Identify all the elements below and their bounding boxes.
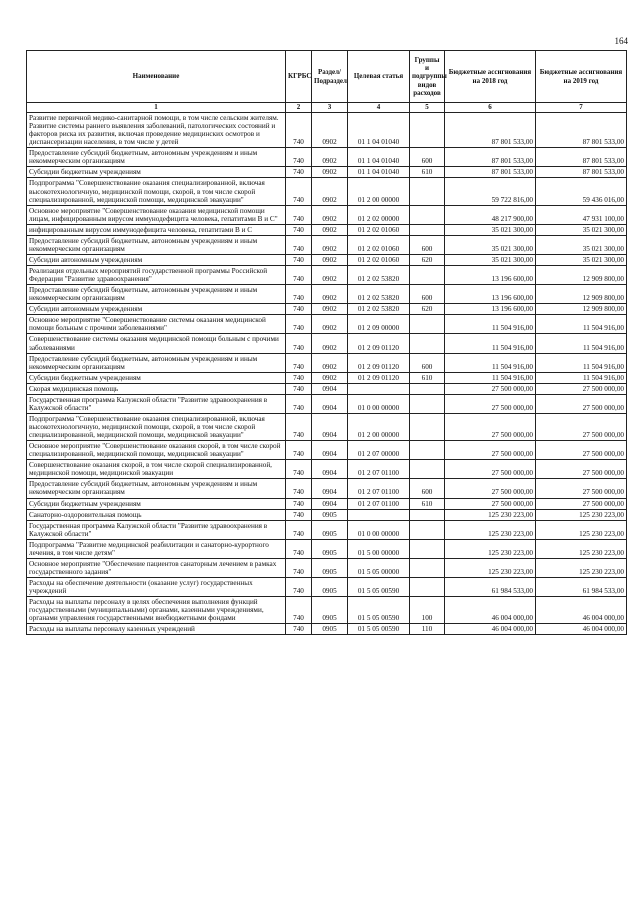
row-article: 01 2 09 01120: [348, 353, 410, 372]
row-group: [410, 539, 445, 558]
header-kgrbs: КГРБС: [286, 51, 312, 103]
table-row: [27, 624, 627, 635]
row-amount-2019: 27 500 000,00: [536, 498, 627, 509]
row-article: 01 5 00 00000: [348, 539, 410, 558]
row-section: 0902: [312, 285, 348, 304]
row-kgrbs: 740: [286, 113, 312, 148]
row-group: [410, 394, 445, 413]
row-article: 01 2 07 00000: [348, 441, 410, 460]
row-article: 01 5 05 00590: [348, 597, 410, 624]
row-article: 01 2 02 53820: [348, 285, 410, 304]
row-article: 01 2 09 01120: [348, 334, 410, 353]
row-kgrbs: 740: [286, 539, 312, 558]
table-row: [27, 520, 627, 539]
row-amount-2018: 125 230 223,00: [445, 520, 536, 539]
row-name: Совершенствование системы оказания медицинской помощи больным с прочими заболеваниями: [27, 334, 286, 353]
table-row: [27, 178, 627, 205]
row-section: 0902: [312, 205, 348, 224]
row-section: 0904: [312, 479, 348, 498]
row-kgrbs: 740: [286, 205, 312, 224]
row-amount-2019: 11 504 916,00: [536, 353, 627, 372]
row-amount-2019: 125 230 223,00: [536, 520, 627, 539]
table-row: [27, 539, 627, 558]
row-name: Основное мероприятие "Совершенствование системы оказания медицинской помощи больным с прочими заболеваниями": [27, 315, 286, 334]
row-section: 0904: [312, 498, 348, 509]
row-name: Санаторно-оздоровительная помощь: [27, 509, 286, 520]
header-name: Наименование: [27, 51, 286, 103]
row-name: Подпрограмма "Совершенствование оказания специализированной, включая высокотехнологичную, медицинской помощи, скорой, в том числе скорой специализированной, медицинской помощи, медицинской эвакуации": [27, 178, 286, 205]
row-kgrbs: 740: [286, 266, 312, 285]
row-group: [410, 315, 445, 334]
row-section: 0905: [312, 578, 348, 597]
row-amount-2019: 27 500 000,00: [536, 479, 627, 498]
row-amount-2018: 27 500 000,00: [445, 441, 536, 460]
header-2018: Бюджетные ассигнования на 2018 год: [445, 51, 536, 103]
row-article: 01 2 02 00000: [348, 205, 410, 224]
row-group: 600: [410, 479, 445, 498]
row-name: Основное мероприятие "Совершенствование оказания медицинской помощи лицам, инфицированным вирусом иммунодефицита человека, гепатитами В и С": [27, 205, 286, 224]
budget-allocation-table: [26, 50, 627, 635]
row-amount-2019: 46 004 000,00: [536, 597, 627, 624]
row-article: 01 2 02 01060: [348, 235, 410, 254]
row-amount-2019: 61 984 533,00: [536, 578, 627, 597]
header-groups: Группы и подгруппы видов расходов: [410, 51, 445, 103]
row-name: Подпрограмма "Совершенствование оказания специализированной, включая высокотехнологичную, медицинской помощи, скорой, в том числе скорой специализированной, медицинской помощи, медицинской эвакуации": [27, 413, 286, 440]
row-section: 0904: [312, 460, 348, 479]
row-group: 600: [410, 235, 445, 254]
column-number: 4: [348, 103, 410, 113]
row-section: 0904: [312, 383, 348, 394]
row-section: 0905: [312, 539, 348, 558]
row-section: 0902: [312, 372, 348, 383]
table-header-row: [27, 51, 627, 103]
row-amount-2019: 27 500 000,00: [536, 394, 627, 413]
table-row: [27, 441, 627, 460]
row-name: Совершенствование оказания скорой, в том числе скорой специализированной, медицинской помощи, медицинской эвакуации: [27, 460, 286, 479]
row-section: 0902: [312, 113, 348, 148]
row-group: [410, 460, 445, 479]
table-row: [27, 224, 627, 235]
row-amount-2018: 11 504 916,00: [445, 372, 536, 383]
row-group: 610: [410, 372, 445, 383]
row-amount-2018: 46 004 000,00: [445, 624, 536, 635]
row-amount-2018: 87 801 533,00: [445, 148, 536, 167]
row-amount-2018: 87 801 533,00: [445, 113, 536, 148]
row-kgrbs: 740: [286, 413, 312, 440]
row-group: [410, 509, 445, 520]
row-section: 0902: [312, 254, 348, 265]
row-article: 01 0 00 00000: [348, 520, 410, 539]
row-name: Реализация отдельных мероприятий государственной программы Российской Федерации "Развитие здравоохранения": [27, 266, 286, 285]
table-row: [27, 498, 627, 509]
row-name: Субсидии бюджетным учреждениям: [27, 498, 286, 509]
row-article: [348, 383, 410, 394]
table-row: [27, 304, 627, 315]
row-section: 0902: [312, 235, 348, 254]
row-name: Предоставление субсидий бюджетным, автономным учреждениям и иным некоммерческим организациям: [27, 235, 286, 254]
row-article: 01 2 02 01060: [348, 254, 410, 265]
row-kgrbs: 740: [286, 224, 312, 235]
table-row: [27, 353, 627, 372]
row-section: 0902: [312, 304, 348, 315]
row-amount-2018: 35 021 300,00: [445, 235, 536, 254]
table-row: [27, 479, 627, 498]
row-article: 01 2 09 00000: [348, 315, 410, 334]
row-group: [410, 578, 445, 597]
row-kgrbs: 740: [286, 597, 312, 624]
row-kgrbs: 740: [286, 235, 312, 254]
row-group: 600: [410, 285, 445, 304]
row-amount-2018: 125 230 223,00: [445, 558, 536, 577]
header-2019: Бюджетные ассигнования на 2019 год: [536, 51, 627, 103]
row-section: 0905: [312, 520, 348, 539]
table-row: [27, 558, 627, 577]
row-group: 620: [410, 254, 445, 265]
row-section: 0905: [312, 597, 348, 624]
row-amount-2018: 13 196 600,00: [445, 266, 536, 285]
row-group: [410, 441, 445, 460]
row-article: 01 1 04 01040: [348, 167, 410, 178]
row-amount-2018: 27 500 000,00: [445, 383, 536, 394]
row-kgrbs: 740: [286, 148, 312, 167]
row-amount-2019: 11 504 916,00: [536, 315, 627, 334]
row-kgrbs: 740: [286, 578, 312, 597]
row-group: [410, 413, 445, 440]
row-name: Основное мероприятие "Совершенствование оказания скорой, в том числе скорой специализированной, медицинской помощи, медицинской эвакуации": [27, 441, 286, 460]
row-amount-2018: 13 196 600,00: [445, 304, 536, 315]
row-section: 0902: [312, 353, 348, 372]
row-name: Предоставление субсидий бюджетным, автономным учреждениям и иным некоммерческим организациям: [27, 285, 286, 304]
column-number: 5: [410, 103, 445, 113]
row-name: Предоставление субсидий бюджетным, автономным учреждениям и иным некоммерческим организациям: [27, 353, 286, 372]
row-section: 0904: [312, 394, 348, 413]
row-amount-2018: 27 500 000,00: [445, 413, 536, 440]
row-section: 0902: [312, 224, 348, 235]
row-name: Скорая медицинская помощь: [27, 383, 286, 394]
row-amount-2019: 125 230 223,00: [536, 558, 627, 577]
row-group: [410, 224, 445, 235]
row-kgrbs: 740: [286, 167, 312, 178]
table-row: [27, 148, 627, 167]
row-name: Государственная программа Калужской области "Развитие здравоохранения в Калужской области": [27, 394, 286, 413]
row-name: инфицированным вирусом иммунодефицита человека, гепатитами В и С: [27, 224, 286, 235]
row-article: 01 1 04 01040: [348, 113, 410, 148]
row-section: 0902: [312, 148, 348, 167]
header-section: Раздел/ Подраздел: [312, 51, 348, 103]
row-amount-2018: 27 500 000,00: [445, 498, 536, 509]
row-amount-2019: 11 504 916,00: [536, 334, 627, 353]
row-kgrbs: 740: [286, 520, 312, 539]
table-row: [27, 205, 627, 224]
row-amount-2018: 27 500 000,00: [445, 394, 536, 413]
row-amount-2019: 35 021 300,00: [536, 235, 627, 254]
row-amount-2018: 125 230 223,00: [445, 539, 536, 558]
row-group: [410, 266, 445, 285]
row-amount-2019: 47 931 100,00: [536, 205, 627, 224]
row-section: 0904: [312, 441, 348, 460]
row-kgrbs: 740: [286, 353, 312, 372]
row-article: 01 5 05 00000: [348, 558, 410, 577]
row-amount-2018: 59 722 816,00: [445, 178, 536, 205]
table-row: [27, 578, 627, 597]
row-kgrbs: 740: [286, 315, 312, 334]
row-amount-2019: 35 021 300,00: [536, 254, 627, 265]
row-amount-2018: 11 504 916,00: [445, 334, 536, 353]
table-body: [27, 113, 627, 635]
column-number: 2: [286, 103, 312, 113]
row-group: [410, 113, 445, 148]
row-group: 610: [410, 498, 445, 509]
row-kgrbs: 740: [286, 558, 312, 577]
table-row: [27, 597, 627, 624]
row-article: 01 2 02 01060: [348, 224, 410, 235]
header-article: Целевая статья: [348, 51, 410, 103]
row-amount-2018: 13 196 600,00: [445, 285, 536, 304]
row-amount-2019: 27 500 000,00: [536, 383, 627, 394]
row-group: 600: [410, 353, 445, 372]
row-group: [410, 383, 445, 394]
row-name: Предоставление субсидий бюджетным, автономным учреждениям и иным некоммерческим организациям: [27, 479, 286, 498]
row-amount-2019: 87 801 533,00: [536, 113, 627, 148]
row-amount-2018: 61 984 533,00: [445, 578, 536, 597]
table-row: [27, 113, 627, 148]
row-group: 610: [410, 167, 445, 178]
row-group: [410, 178, 445, 205]
row-group: 110: [410, 624, 445, 635]
row-amount-2018: 125 230 223,00: [445, 509, 536, 520]
row-section: 0905: [312, 558, 348, 577]
row-amount-2019: 12 909 800,00: [536, 304, 627, 315]
row-section: 0902: [312, 178, 348, 205]
row-section: 0902: [312, 334, 348, 353]
row-amount-2019: 27 500 000,00: [536, 441, 627, 460]
row-amount-2018: 87 801 533,00: [445, 167, 536, 178]
row-article: 01 5 05 00590: [348, 624, 410, 635]
row-group: [410, 520, 445, 539]
row-kgrbs: 740: [286, 509, 312, 520]
table-row: [27, 167, 627, 178]
row-group: [410, 205, 445, 224]
row-amount-2019: 27 500 000,00: [536, 413, 627, 440]
row-name: Подпрограмма "Развитие медицинской реабилитации и санаторно-курортного лечения, в том числе детям": [27, 539, 286, 558]
table-row: [27, 266, 627, 285]
row-name: Субсидии бюджетным учреждениям: [27, 167, 286, 178]
table-row: [27, 334, 627, 353]
row-amount-2018: 48 217 900,00: [445, 205, 536, 224]
row-amount-2018: 11 504 916,00: [445, 315, 536, 334]
table-row: [27, 383, 627, 394]
row-section: 0905: [312, 624, 348, 635]
column-number: 6: [445, 103, 536, 113]
row-article: [348, 509, 410, 520]
table-row: [27, 413, 627, 440]
row-article: 01 2 00 00000: [348, 413, 410, 440]
table-row: [27, 372, 627, 383]
row-amount-2018: 11 504 916,00: [445, 353, 536, 372]
page-number: 164: [614, 36, 628, 46]
row-name: Расходы на выплаты персоналу в целях обеспечения выполнения функций государственными (муниципальными) органами, казенными учреждениями, органами управления государственными внебюджетными фондами: [27, 597, 286, 624]
row-article: 01 2 09 01120: [348, 372, 410, 383]
column-number: 3: [312, 103, 348, 113]
row-kgrbs: 740: [286, 394, 312, 413]
row-section: 0902: [312, 315, 348, 334]
row-name: Расходы на выплаты персоналу казенных учреждений: [27, 624, 286, 635]
row-name: Основное мероприятие "Обеспечение пациентов санаторным лечением в рамках государственного задания": [27, 558, 286, 577]
row-kgrbs: 740: [286, 479, 312, 498]
row-amount-2019: 11 504 916,00: [536, 372, 627, 383]
row-name: Государственная программа Калужской области "Развитие здравоохранения в Калужской области": [27, 520, 286, 539]
row-name: Субсидии автономным учреждениям: [27, 304, 286, 315]
row-kgrbs: 740: [286, 334, 312, 353]
row-group: 600: [410, 148, 445, 167]
row-article: 01 2 00 00000: [348, 178, 410, 205]
row-amount-2019: 46 004 000,00: [536, 624, 627, 635]
row-kgrbs: 740: [286, 372, 312, 383]
row-amount-2019: 87 801 533,00: [536, 148, 627, 167]
table-row: [27, 254, 627, 265]
row-kgrbs: 740: [286, 441, 312, 460]
row-amount-2019: 87 801 533,00: [536, 167, 627, 178]
row-amount-2019: 125 230 223,00: [536, 539, 627, 558]
row-name: Расходы на обеспечение деятельности (оказание услуг) государственных учреждений: [27, 578, 286, 597]
row-amount-2018: 35 021 300,00: [445, 224, 536, 235]
row-group: 620: [410, 304, 445, 315]
row-section: 0905: [312, 509, 348, 520]
row-article: 01 2 02 53820: [348, 304, 410, 315]
row-article: 01 2 07 01100: [348, 479, 410, 498]
row-amount-2018: 46 004 000,00: [445, 597, 536, 624]
row-group: 100: [410, 597, 445, 624]
column-number: 1: [27, 103, 286, 113]
row-article: 01 2 02 53820: [348, 266, 410, 285]
row-kgrbs: 740: [286, 304, 312, 315]
row-article: 01 2 07 01100: [348, 498, 410, 509]
row-amount-2019: 59 436 016,00: [536, 178, 627, 205]
row-amount-2018: 27 500 000,00: [445, 460, 536, 479]
row-group: [410, 558, 445, 577]
row-kgrbs: 740: [286, 498, 312, 509]
row-amount-2018: 27 500 000,00: [445, 479, 536, 498]
row-amount-2019: 27 500 000,00: [536, 460, 627, 479]
row-amount-2019: 35 021 300,00: [536, 224, 627, 235]
row-name: Предоставление субсидий бюджетным, автономным учреждениям и иным некоммерческим организациям: [27, 148, 286, 167]
row-name: Субсидии автономным учреждениям: [27, 254, 286, 265]
row-amount-2018: 35 021 300,00: [445, 254, 536, 265]
table-row: [27, 509, 627, 520]
row-kgrbs: 740: [286, 285, 312, 304]
row-article: 01 0 00 00000: [348, 394, 410, 413]
row-article: 01 2 07 01100: [348, 460, 410, 479]
row-article: 01 5 05 00590: [348, 578, 410, 597]
table-row: [27, 315, 627, 334]
table-row: [27, 235, 627, 254]
row-kgrbs: 740: [286, 383, 312, 394]
row-kgrbs: 740: [286, 178, 312, 205]
row-kgrbs: 740: [286, 254, 312, 265]
row-section: 0902: [312, 167, 348, 178]
row-section: 0904: [312, 413, 348, 440]
table-row: [27, 394, 627, 413]
row-section: 0902: [312, 266, 348, 285]
column-number-row: [27, 103, 627, 113]
row-group: [410, 334, 445, 353]
row-name: Субсидии бюджетным учреждениям: [27, 372, 286, 383]
row-article: 01 1 04 01040: [348, 148, 410, 167]
row-name: Развитие первичной медико-санитарной помощи, в том числе сельским жителям. Развитие системы раннего выявления заболеваний, патологических состояний и факторов риска их развития, включая проведение медицинских осмотров и диспансеризации населения, в том числе у детей: [27, 113, 286, 148]
row-kgrbs: 740: [286, 460, 312, 479]
table-row: [27, 460, 627, 479]
table-row: [27, 285, 627, 304]
row-kgrbs: 740: [286, 624, 312, 635]
row-amount-2019: 12 909 800,00: [536, 285, 627, 304]
row-amount-2019: 125 230 223,00: [536, 509, 627, 520]
row-amount-2019: 12 909 800,00: [536, 266, 627, 285]
column-number: 7: [536, 103, 627, 113]
